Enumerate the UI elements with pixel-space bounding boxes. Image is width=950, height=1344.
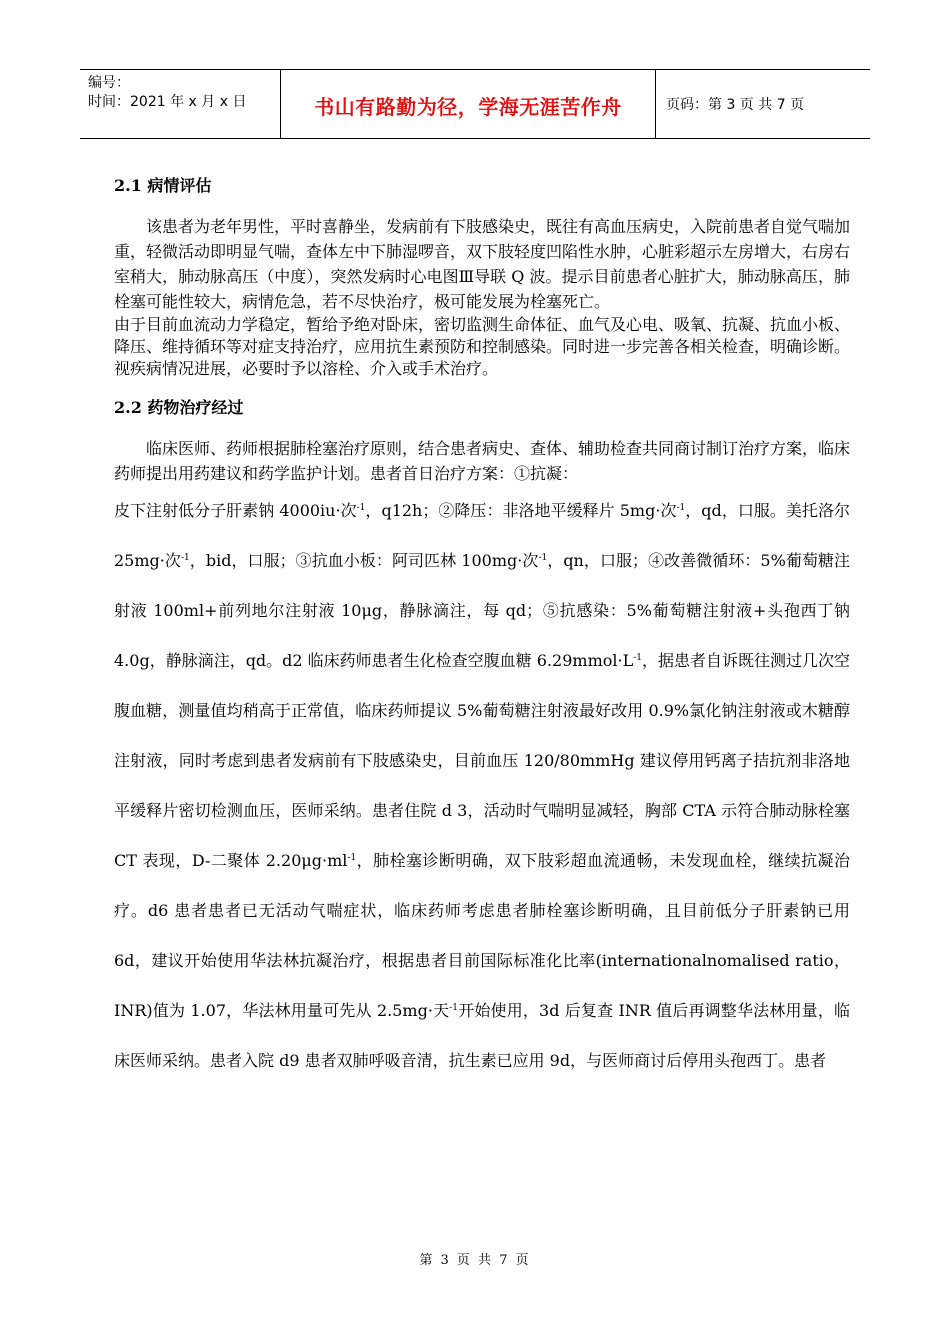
page-footer: 第 3 页 共 7 页 [419,1253,531,1268]
header-page-info: 页码：第 3 页 共 7 页 [666,97,805,113]
text-run: ，肺栓塞诊断明确，双下肢彩超血流通畅，未发现血栓，继续抗凝治疗。d6 患者患者已无活动气喘症状，临床药师考虑患者肺栓塞诊断明确，且目前低分子肝素钠已用 6d，建议开始使用华法林抗凝治疗，根据患者目前国际标准化比率(internationalnomalised ratio，INR)值为 1.07，华法林用量可先从 2.5mg·天 [114,851,850,1020]
text-run: ，qn，口服；④改善微循环：5%葡萄糖注射液 100ml+前列地尔注射液 10μg，静脉滴注，每 qd；⑤抗感染：5%葡萄糖注射液+头孢西丁钠 4.0g，静脉滴注，qd。d2 临床药师患者生化检查空腹血糖 6.29mmol·L [114,551,850,670]
document-number-label: 编号： [88,75,130,91]
superscript: -1 [347,853,357,863]
header-meta-cell [80,70,281,138]
superscript: -1 [180,553,190,563]
section-heading-treatment: 2.2 药物治疗经过 [114,398,244,417]
superscript: -1 [356,503,366,513]
document-body [114,174,850,1086]
superscript: -1 [633,653,642,663]
text-run: ，据患者自诉既往测过几次空腹血糖，测量值均稍高于正常值，临床药师提议 5%葡萄糖注射液最好改用 0.9%氯化钠注射液或木糖醇注射液，同时考虑到患者发病前有下肢感染史，目前血压 120/80mmHg 建议停用钙离子拮抗剂非洛地平缓释片密切检测血压，医师采纳。患者住院 d 3，活动时气喘明显减轻，胸部 CTA 示符合肺动脉栓塞 CT 表现，D-二聚体 2.20μg·ml [114,651,850,870]
section-heading-assessment: 2.1 病情评估 [114,176,212,195]
header-motto: 书山有路勤为径，学海无涯苦作舟 [281,70,656,138]
document-header [80,69,870,139]
text-run: 开始使用，3d 后复查 INR 值后再调整华法林用量，临床医师采纳。患者入院 d9 患者双肺呼吸音清，抗生素已应用 9d，与医师商讨后停用头孢西丁。患者 [114,1001,850,1070]
text-run: ，q12h；②降压：非洛地平缓释片 5mg·次 [365,501,677,520]
text-run: ，bid，口服；③抗血小板：阿司匹林 100mg·次 [189,551,539,570]
treatment-paragraph-details [114,486,850,1086]
assessment-paragraph-continued: 由于目前血流动力学稳定，暂给予绝对卧床，密切监测生命体征、血气及心电、吸氧、抗凝、抗血小板、降压、维持循环等对症支持治疗，应用抗生素预防和控制感染。同时进一步完善各相关检查，明确诊断。视疾病情况进展，必要时予以溶栓、介入或手术治疗。 [114,315,851,378]
superscript: -1 [538,553,548,563]
superscript: -1 [449,1003,459,1013]
assessment-paragraph: 该患者为老年男性，平时喜静坐，发病前有下肢感染史，既往有高血压病史，入院前患者自觉气喘加重，轻微活动即明显气喘，查体左中下肺湿啰音，双下肢轻度凹陷性水肿，心脏彩超示左房增大，右房右室稍大，肺动脉高压（中度），突然发病时心电图Ⅲ导联 Q 波。提示目前患者心脏扩大，肺动脉高压，肺栓塞可能性较大，病情危急，若不尽快治疗，极可能发展为栓塞死亡。 [114,217,851,311]
document-date-label: 时间：2021 年 x 月 x 日 [88,94,247,110]
superscript: -1 [676,503,686,513]
text-run: 皮下注射低分子肝素钠 4000iu·次 [114,501,357,520]
treatment-paragraph-intro: 临床医师、药师根据肺栓塞治疗原则，结合患者病史、查体、辅助检查共同商讨制订治疗方案，临床药师提出用药建议和药学监护计划。患者首日治疗方案：①抗凝： [114,439,851,483]
text-run: ，qd，口服。美托洛尔 25mg·次 [114,501,850,570]
